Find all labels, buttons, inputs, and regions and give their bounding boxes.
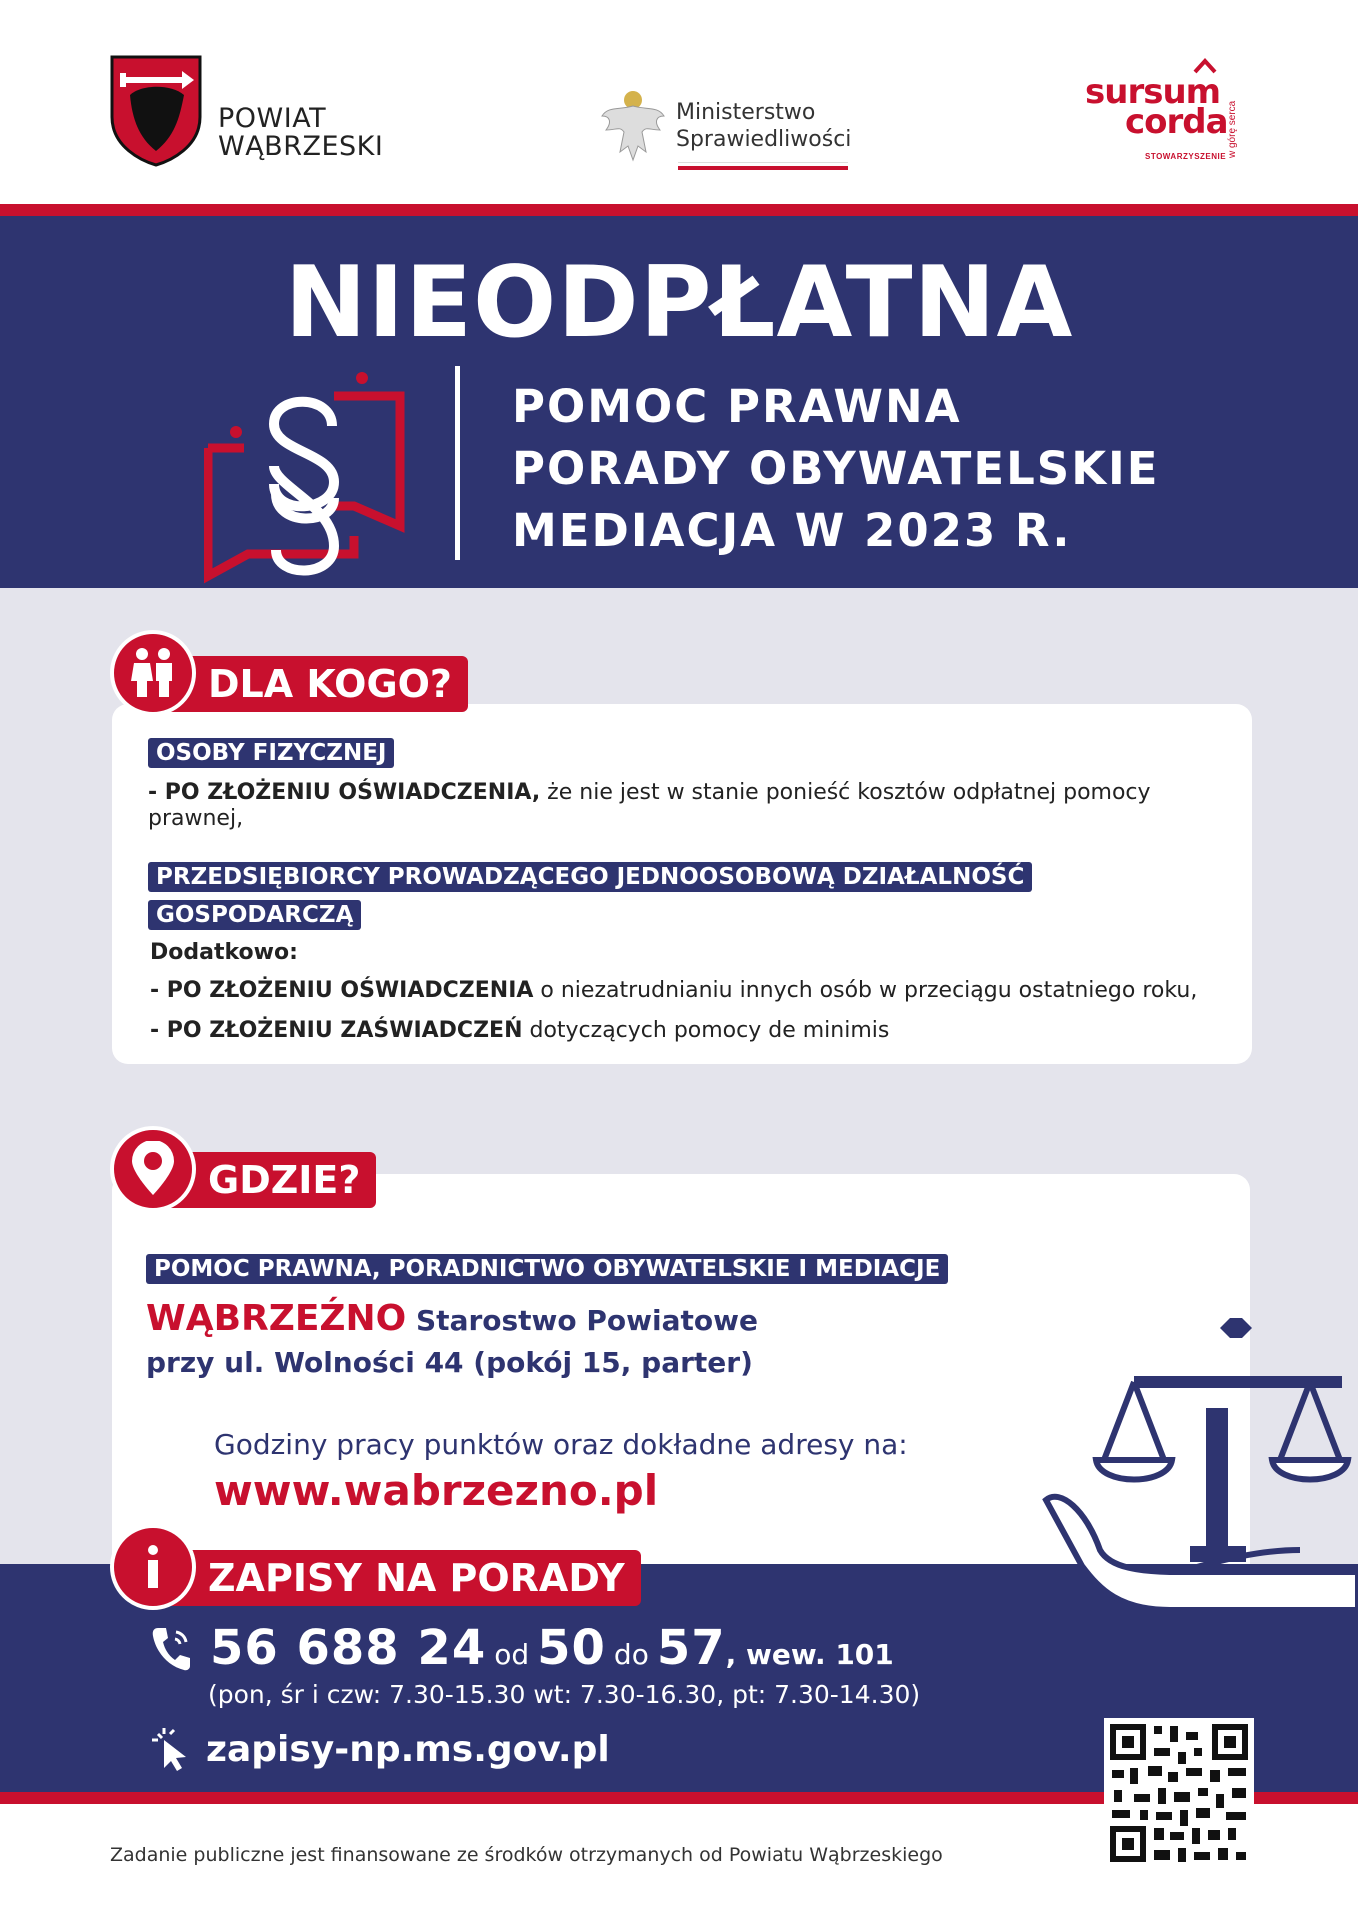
where-location bbox=[146, 1298, 758, 1339]
hero-line-1: POMOC PRAWNA bbox=[512, 380, 962, 433]
people-icon bbox=[125, 645, 181, 701]
polish-eagle-icon bbox=[598, 86, 668, 166]
for-whom-heading: DLA KOGO? bbox=[160, 656, 468, 712]
ministry-name bbox=[676, 99, 851, 153]
people-badge bbox=[110, 630, 196, 716]
tag-services: POMOC PRAWNA, PORADNICTWO OBYWATELSKIE I MEDIACJE bbox=[146, 1254, 948, 1284]
powiat-line2: WĄBRZESKI bbox=[218, 131, 384, 162]
paragraph-certificates bbox=[150, 1018, 1230, 1044]
paragraph-natural-persons bbox=[148, 780, 1208, 832]
for-whom-card bbox=[112, 704, 1252, 1064]
hero-title: NIEODPŁATNA bbox=[284, 246, 1074, 360]
web-row bbox=[150, 1726, 610, 1772]
top-red-stripe bbox=[0, 204, 1358, 216]
website-link[interactable]: www.wabrzezno.pl bbox=[214, 1466, 659, 1515]
additionally-label: Dodatkowo: bbox=[150, 940, 298, 965]
sursum-sub: STOWARZYSZENIE bbox=[1145, 152, 1227, 161]
hero-divider bbox=[455, 366, 460, 560]
p2-rest: o niezatrudnianiu innych osób w przeciągu ostatniego roku, bbox=[533, 978, 1198, 1003]
funding-note: Zadanie publiczne jest finansowane ze środków otrzymanych od Powiatu Wąbrzeskiego bbox=[110, 1844, 943, 1866]
office-name: Starostwo Powiatowe bbox=[406, 1304, 759, 1337]
p3-rest: dotyczących pomocy de minimis bbox=[522, 1018, 890, 1043]
phone-od: od bbox=[494, 1638, 530, 1671]
office-address: przy ul. Wolności 44 (pokój 15, parter) bbox=[146, 1346, 753, 1379]
phone-number[interactable]: 56 688 24 bbox=[210, 1620, 487, 1676]
scale-of-justice-icon bbox=[1030, 1310, 1358, 1610]
location-pin-icon bbox=[128, 1141, 178, 1197]
tag-entrepreneur-1: PRZEDSIĘBIORCY PROWADZĄCEGO JEDNOOSOBOWĄ DZIAŁALNOŚĆ bbox=[148, 862, 1032, 892]
signup-heading: ZAPISY NA PORADY bbox=[160, 1550, 641, 1606]
corda-word: corda bbox=[1125, 102, 1228, 142]
paragraph-statement bbox=[150, 978, 1230, 1004]
hero-lines bbox=[512, 376, 1160, 562]
p2-bold: - PO ZŁOŻENIU OŚWIADCZENIA bbox=[150, 978, 534, 1003]
powiat-name bbox=[218, 105, 383, 161]
paragraph-speech-icon bbox=[204, 366, 424, 586]
phone-extension: , wew. 101 bbox=[725, 1638, 894, 1671]
p1-bold: - PO ZŁOŻENIU OŚWIADCZENIA, bbox=[148, 780, 541, 805]
p1-rest: że nie jest w stanie ponieść kosztów odpłatnej pomocy prawnej, bbox=[148, 780, 1151, 831]
phone-do: do bbox=[613, 1638, 649, 1671]
signup-website-link[interactable]: zapisy-np.ms.gov.pl bbox=[206, 1728, 610, 1770]
phone-hours: (pon, śr i czw: 7.30-15.30 wt: 7.30-16.30, pt: 7.30-14.30) bbox=[208, 1680, 921, 1709]
sursum-word: sursum bbox=[1085, 72, 1221, 112]
header bbox=[0, 0, 1358, 204]
qr-code-icon[interactable] bbox=[1104, 1718, 1254, 1868]
info-icon bbox=[143, 1544, 163, 1590]
tag-entrepreneur-2: GOSPODARCZĄ bbox=[148, 900, 361, 930]
hero-banner bbox=[0, 216, 1358, 588]
phone-row bbox=[150, 1620, 894, 1676]
phone-ext-start: 50 bbox=[537, 1620, 606, 1676]
ministry-line1: Ministerstwo bbox=[676, 100, 816, 125]
p3-bold: - PO ZŁOŻENIU ZAŚWIADCZEŃ bbox=[150, 1018, 523, 1043]
hero-line-3: MEDIACJA W 2023 R. bbox=[512, 504, 1072, 557]
hero-line-2: PORADY OBYWATELSKIE bbox=[512, 442, 1160, 495]
sursum-tagline: w górę serca bbox=[1227, 100, 1238, 158]
sursum-corda-logo bbox=[1085, 58, 1260, 168]
phone-icon bbox=[150, 1624, 192, 1672]
powiat-logo bbox=[110, 55, 383, 167]
ministry-logo bbox=[598, 86, 851, 166]
city-name: WĄBRZEŹNO bbox=[146, 1298, 407, 1339]
phone-ext-end: 57 bbox=[656, 1620, 726, 1676]
where-heading: GDZIE? bbox=[160, 1152, 376, 1208]
hours-intro: Godziny pracy punktów oraz dokładne adresy na: bbox=[214, 1428, 908, 1461]
location-badge bbox=[110, 1126, 196, 1212]
ministry-line2: Sprawiedliwości bbox=[676, 127, 852, 152]
info-badge bbox=[110, 1524, 196, 1610]
ministry-flag-stripe bbox=[678, 162, 848, 170]
cursor-click-icon bbox=[150, 1726, 192, 1772]
powiat-line1: POWIAT bbox=[218, 103, 327, 134]
tag-natural-persons: OSOBY FIZYCZNEJ bbox=[148, 738, 394, 768]
powiat-crest-icon bbox=[110, 55, 202, 167]
